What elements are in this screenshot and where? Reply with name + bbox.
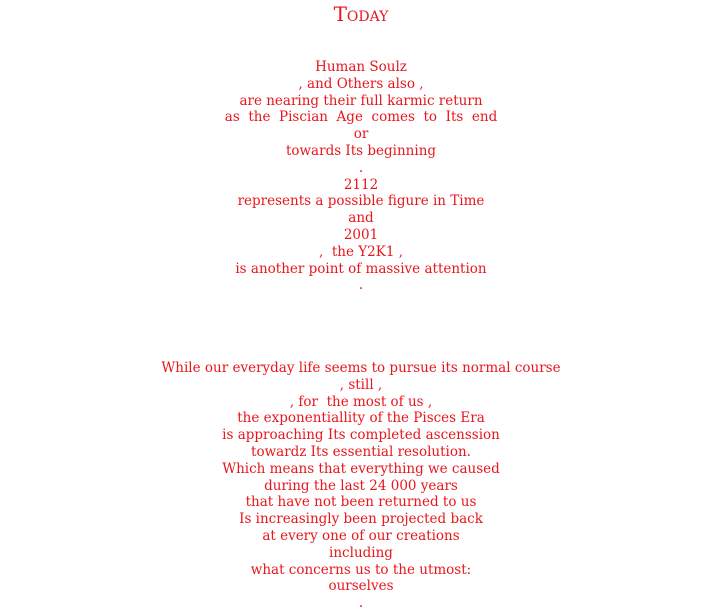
text-line: 2112 (343, 176, 379, 193)
text-line: Is increasingly been projected back (239, 511, 483, 528)
text-line: that have not been returned to us (245, 494, 477, 511)
text-line: represents a possible figure in Time (237, 193, 485, 210)
text-line: at every one of our creations (262, 527, 460, 544)
text-line: including (329, 544, 393, 561)
paragraph-pisces-era (0, 360, 722, 612)
text-line: is approaching Its completed ascenssion (222, 427, 500, 444)
text-line: towards Its beginning (285, 142, 437, 159)
text-line: Human Soulz (315, 59, 407, 75)
text-line: . (358, 595, 364, 612)
text-line: , the Y2K1 , (318, 243, 404, 260)
text-line: , for the most of us , (289, 393, 433, 410)
text-line: 2001 (343, 226, 379, 243)
page-title: Today (333, 2, 389, 26)
text-line: or (353, 126, 369, 143)
text-line: what concerns us to the utmost: (250, 561, 472, 578)
text-line: the exponentiallity of the Pisces Era (237, 410, 485, 427)
text-line: . (358, 159, 364, 176)
text-line: during the last 24 000 years (264, 477, 458, 494)
text-line: ourselves (328, 578, 394, 595)
text-line: Which means that everything we caused (222, 460, 500, 477)
text-line: is another point of massive attention (235, 260, 487, 277)
text-line: are nearing their full karmic return (239, 92, 483, 109)
text-line: , and Others also , (298, 75, 424, 92)
text-line: . (358, 277, 364, 294)
text-line: While our everyday life seems to pursue its normal course (161, 360, 561, 376)
paragraph-karmic-return (0, 59, 722, 294)
text-line: , still , (339, 376, 383, 393)
text-line: as the Piscian Age comes to Its end (224, 109, 498, 126)
text-line: towardz Its essential resolution. (251, 443, 471, 460)
text-line: and (348, 210, 374, 227)
